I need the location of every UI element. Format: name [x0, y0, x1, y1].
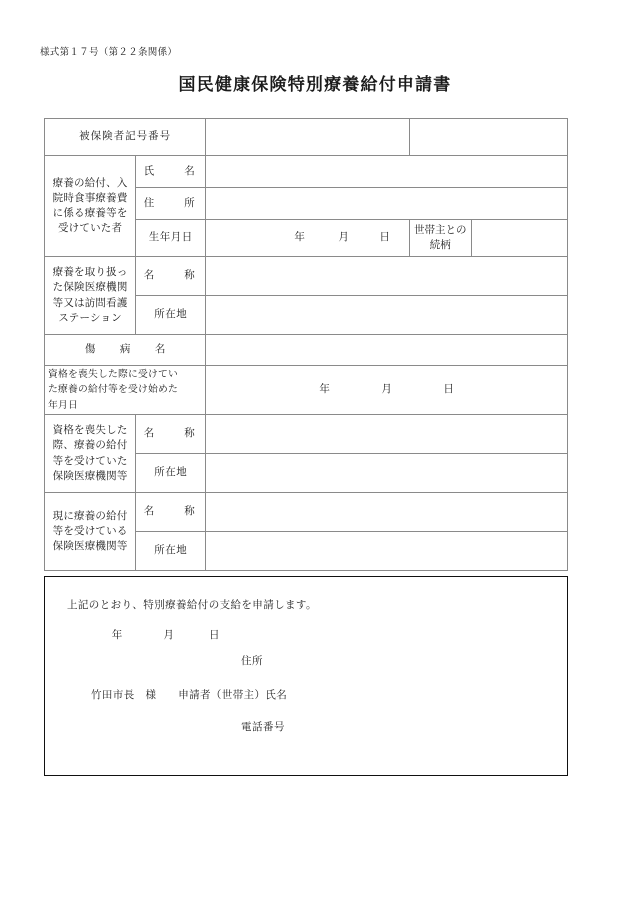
household-relation-label-line: 世帯主との: [413, 224, 467, 236]
declaration-statement: 上記のとおり、特別療養給付の支給を申請します。: [67, 600, 317, 611]
recipient-label-line: 院時食事療養費: [52, 192, 128, 204]
former-institution-label-line: 際、療養の給付: [52, 440, 128, 452]
start-date-dateline: [210, 382, 563, 397]
household-relation-label: [409, 220, 471, 257]
institution-address-input[interactable]: [206, 296, 568, 335]
applicant-telephone-label: 電話番号: [241, 722, 285, 733]
recipient-label-line: に係る療養等を: [52, 208, 128, 219]
table-row-start-date: [45, 366, 568, 415]
household-relation-input[interactable]: [471, 220, 567, 257]
day-marker: 日: [379, 232, 390, 244]
declaration-date-line[interactable]: [91, 627, 234, 642]
start-date-label-line: 資格を喪失した際に受けてい: [48, 369, 178, 381]
current-institution-section-label: [45, 493, 136, 571]
start-date-label-line: 年月日: [48, 399, 78, 411]
current-institution-label-line: 等を受けている: [52, 525, 128, 537]
treating-institution-label-line: ステーション: [58, 312, 122, 324]
recipient-name-label: 氏 名: [136, 156, 206, 188]
insured-number-trailing-blank[interactable]: [409, 119, 567, 156]
month-marker: 月: [338, 232, 349, 244]
applicant-address-label: 住所: [241, 656, 263, 667]
former-institution-label-line: 等を受けていた: [52, 455, 128, 467]
birthdate-dateline: [210, 230, 404, 245]
treating-institution-label-line: 療養を取り扱っ: [52, 267, 128, 279]
insured-number-input[interactable]: [206, 119, 409, 156]
table-row-insured-number: [45, 119, 568, 156]
disease-input[interactable]: [206, 335, 568, 366]
current-institution-label-line: 現に療養の給付: [52, 510, 128, 522]
current-institution-label-line: 保険医療機関等: [52, 541, 128, 553]
recipient-address-label: 住 所: [136, 188, 206, 220]
treating-institution-label-line: 等又は訪問看護: [52, 297, 128, 309]
start-date-input[interactable]: [206, 366, 568, 415]
recipient-birthdate-label: 生年月日: [136, 220, 206, 257]
year-marker: 年: [319, 384, 330, 396]
table-row-recipient-name: [45, 156, 568, 188]
treating-institution-label-line: た保険医療機関: [52, 282, 128, 294]
start-date-label-line: た療養の給付等を受け始めた: [48, 384, 178, 396]
former-institution-label-line: 資格を喪失した: [52, 425, 128, 437]
year-marker: 年: [111, 630, 123, 641]
treating-institution-section-label: [45, 257, 136, 335]
day-marker: 日: [443, 384, 454, 396]
former-institution-section-label: [45, 415, 136, 493]
recipient-name-input[interactable]: [206, 156, 568, 188]
current-institution-address-input[interactable]: [206, 532, 568, 571]
day-marker: 日: [209, 630, 220, 641]
month-marker: 月: [163, 630, 174, 641]
table-row-disease: [45, 335, 568, 366]
institution-name-input[interactable]: [206, 257, 568, 296]
disease-label: 傷 病 名: [45, 335, 206, 366]
current-institution-name-label: 名 称: [136, 493, 206, 532]
current-institution-name-input[interactable]: [206, 493, 568, 532]
recipient-birthdate-input[interactable]: [206, 220, 409, 257]
current-institution-address-label: 所在地: [136, 532, 206, 571]
declaration-block: [44, 576, 568, 776]
former-institution-name-label: 名 称: [136, 415, 206, 454]
table-row-former-institution-name: [45, 415, 568, 454]
month-marker: 月: [381, 384, 392, 396]
former-institution-name-input[interactable]: [206, 415, 568, 454]
recipient-label-line: 受けていた者: [57, 223, 123, 235]
year-marker: 年: [294, 232, 305, 244]
application-form-table: [44, 118, 568, 571]
recipient-section-label: [45, 156, 136, 257]
former-institution-address-input[interactable]: [206, 454, 568, 493]
household-relation-label-line: 続柄: [429, 240, 451, 251]
former-institution-address-label: 所在地: [136, 454, 206, 493]
mayor-addressee-line: 竹田市長 様 申請者（世帯主）氏名: [91, 690, 288, 701]
page-title: 国民健康保険特別療養給付申請書: [178, 75, 452, 94]
insured-number-label: 被保険者記号番号: [45, 119, 206, 156]
table-row-current-institution-name: [45, 493, 568, 532]
institution-address-label: 所在地: [136, 296, 206, 335]
table-row-institution-name: [45, 257, 568, 296]
recipient-label-line: 療養の給付、入: [52, 177, 128, 189]
former-institution-label-line: 保険医療機関等: [52, 470, 128, 482]
institution-name-label: 名 称: [136, 257, 206, 296]
start-date-label: [45, 366, 206, 415]
form-number: 様式第１７号（第２２条関係）: [40, 48, 178, 58]
recipient-address-input[interactable]: [206, 188, 568, 220]
